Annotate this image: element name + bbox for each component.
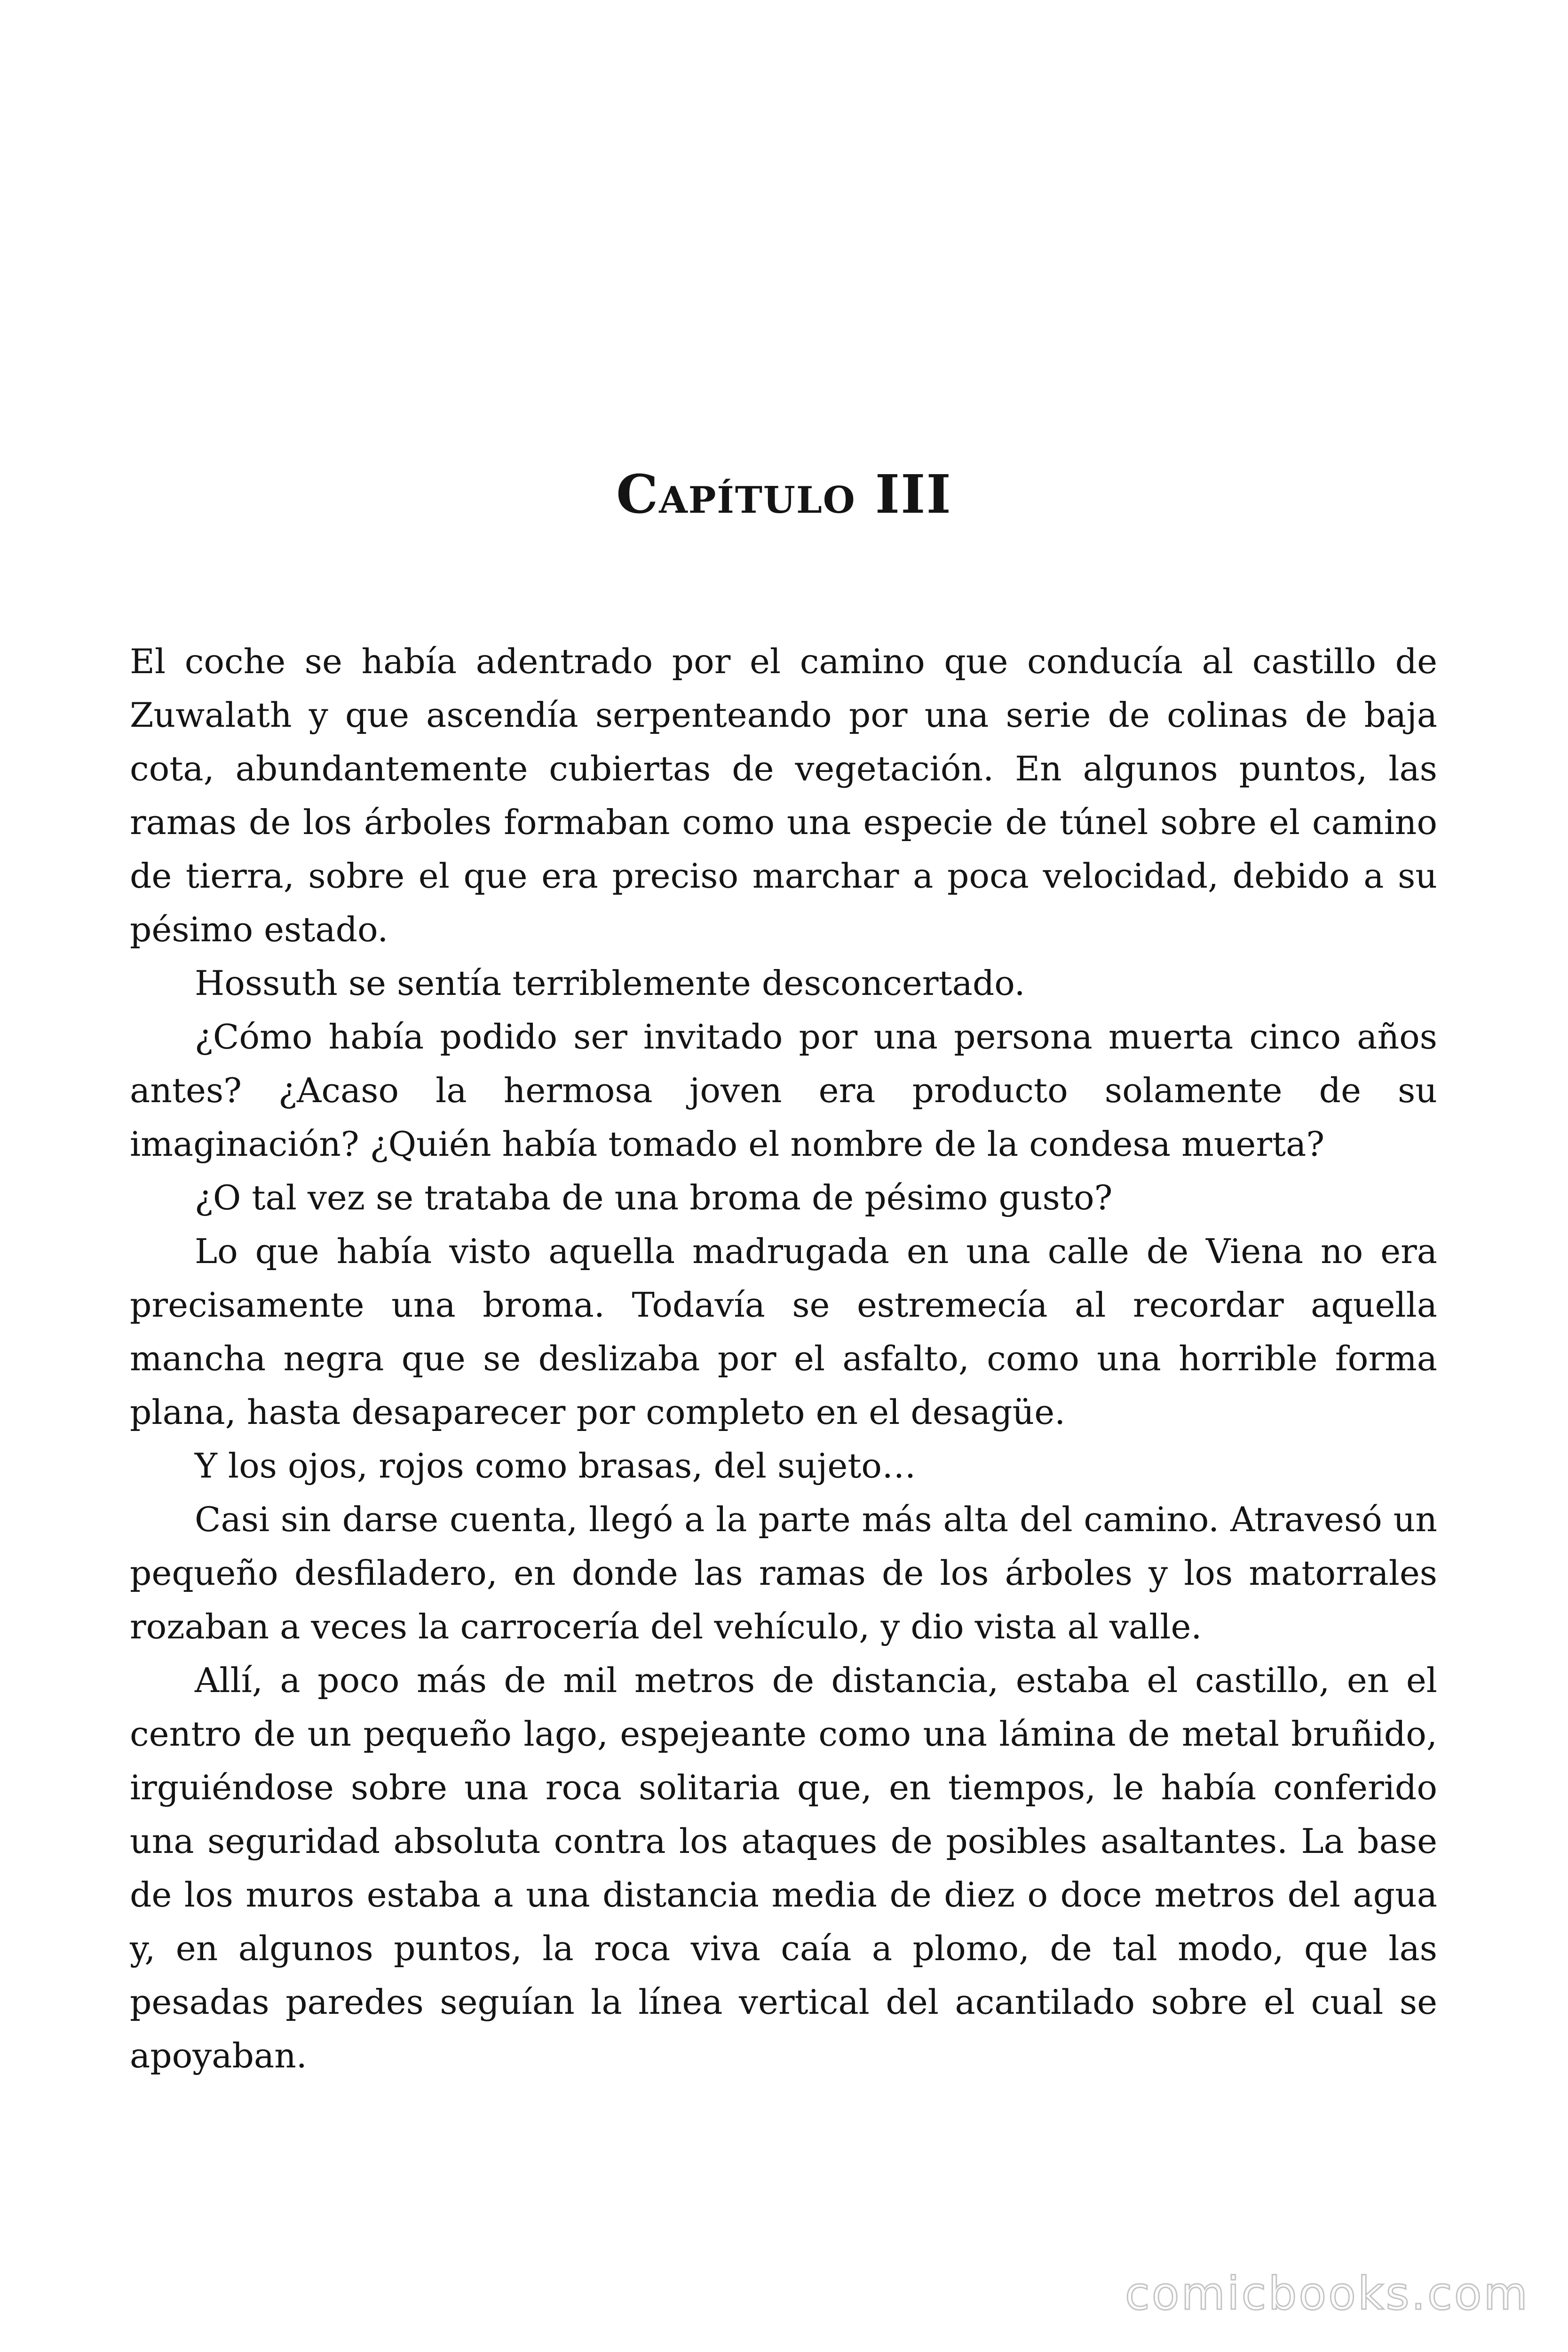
paragraph: El coche se había adentrado por el camino que conducía al castillo de Zuwalath y que ascendía serpenteando por una serie de colinas de baja cota, abundantemente cubiertas de vegetación. En algunos puntos, las ramas de los árboles formaban como una especie de túnel sobre el camino de tierra, sobre el que era preciso marchar a poca velocidad, debido a su pésimo estado. (130, 642, 1437, 950)
paragraph: Lo que había visto aquella madrugada en una calle de Viena no era precisamente una broma. Todavía se estremecía al recordar aquella mancha negra que se deslizaba por el asfalto, como una horrible forma plana, hasta desaparecer por completo en el desagüe. (130, 1232, 1437, 1432)
paragraph: ¿Cómo había podido ser invitado por una persona muerta cinco años antes? ¿Acaso la hermosa joven era producto solamente de su imaginación? ¿Quién había tomado el nombre de la condesa muerta? (130, 1017, 1437, 1164)
chapter-title: Capítulo III (616, 464, 952, 525)
paragraph: Allí, a poco más de mil metros de distancia, estaba el castillo, en el centro de un pequeño lago, espejeante como una lámina de metal bruñido, irguiéndose sobre una roca solitaria que, en tiempos, le había conferido una seguridad absoluta contra los ataques de posibles asaltantes. La base de los muros estaba a una distancia media de diez o doce metros del agua y, en algunos puntos, la roca viva caía a plomo, de tal modo, que las pesadas paredes seguían la línea vertical del acantilado sobre el cual se apoyaban. (130, 1661, 1437, 2076)
paragraph: ¿O tal vez se trataba de una broma de pésimo gusto? (195, 1178, 1113, 1218)
paragraph: Casi sin darse cuenta, llegó a la parte más alta del camino. Atravesó un pequeño desfiladero, en donde las ramas de los árboles y los matorrales rozaban a veces la carrocería del vehículo, y dio vista al valle. (130, 1500, 1437, 1647)
watermark: comicbooks.com (1125, 2267, 1529, 2320)
paragraph: Y los ojos, rojos como brasas, del sujeto… (195, 1446, 916, 1486)
paragraph: Hossuth se sentía terriblemente desconcertado. (195, 964, 1025, 1003)
chapter-body (130, 635, 1437, 2083)
